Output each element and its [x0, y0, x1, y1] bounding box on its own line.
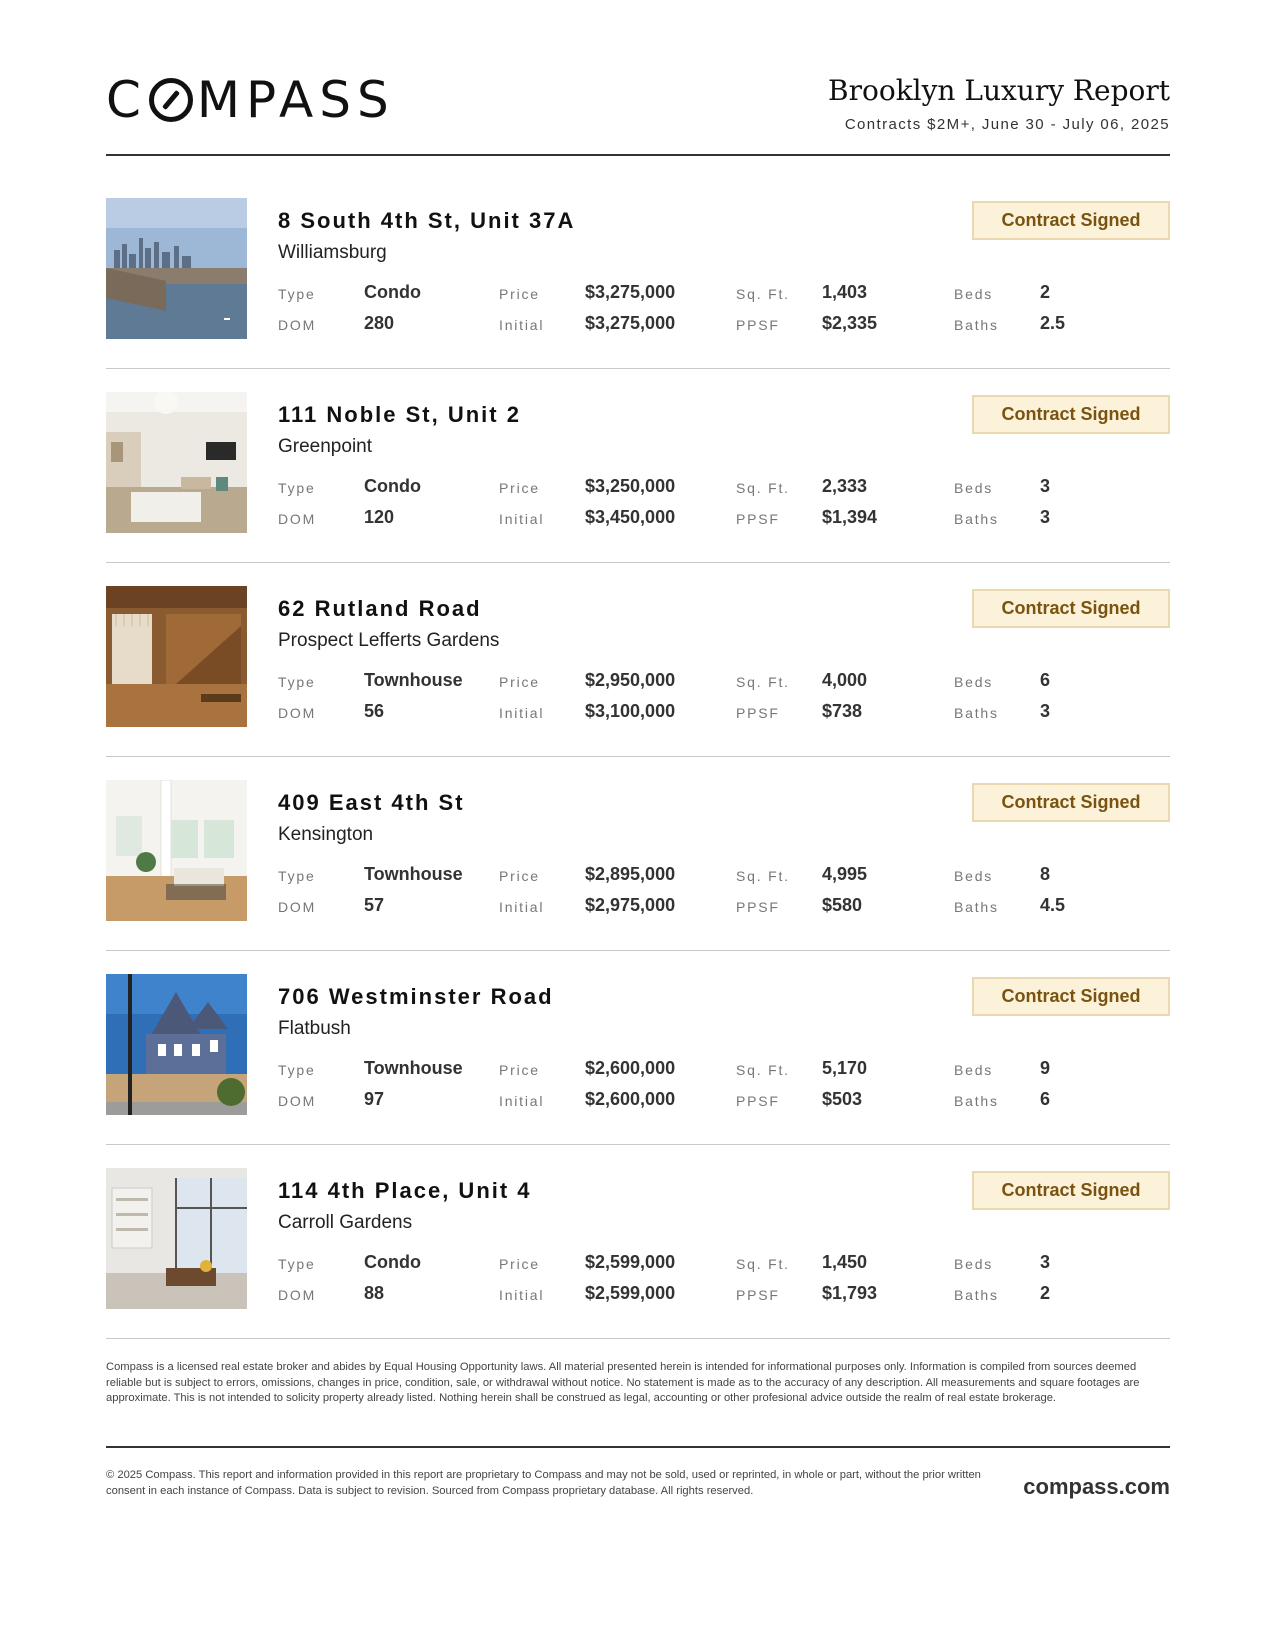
baths-value: 2.5 [1040, 313, 1066, 333]
initial-price-value: $2,599,000 [585, 1283, 676, 1303]
beds-label: Beds [954, 868, 994, 884]
beds-label: Beds [954, 480, 994, 496]
ppsf-label: PPSF [736, 899, 780, 915]
sqft-value: 4,995 [822, 864, 868, 884]
baths-value: 2 [1040, 1283, 1051, 1303]
listing-divider [106, 950, 1170, 951]
price-label: Price [499, 480, 540, 496]
baths-label: Baths [954, 1093, 999, 1109]
type-value: Townhouse [364, 1058, 463, 1078]
price-value: $3,250,000 [585, 476, 676, 496]
dom-label: DOM [278, 899, 317, 915]
listing-card[interactable] [106, 196, 1170, 390]
dom-label: DOM [278, 317, 317, 333]
footer-divider [106, 1446, 1170, 1448]
baths-value: 6 [1040, 1089, 1051, 1109]
price-value: $2,950,000 [585, 670, 676, 690]
dom-label: DOM [278, 511, 317, 527]
listing-neighborhood: Carroll Gardens [278, 1212, 413, 1233]
ppsf-value: $580 [822, 895, 863, 915]
baths-value: 3 [1040, 701, 1051, 721]
baths-label: Baths [954, 511, 999, 527]
ppsf-value: $503 [822, 1089, 863, 1109]
baths-label: Baths [954, 899, 999, 915]
dom-label: DOM [278, 1093, 317, 1109]
sqft-value: 1,450 [822, 1252, 868, 1272]
initial-price-value: $3,100,000 [585, 701, 676, 721]
loft-interior-photo[interactable] [106, 1168, 247, 1309]
dom-value: 97 [364, 1089, 385, 1109]
dom-value: 57 [364, 895, 385, 915]
compass-o-icon [149, 78, 193, 122]
logo-wordmark: C MPASS [106, 71, 395, 129]
listings [106, 196, 1170, 1360]
status-badge: Contract Signed [972, 589, 1170, 628]
price-value: $2,599,000 [585, 1252, 676, 1272]
listing-card[interactable] [106, 1166, 1170, 1360]
status-badge: Contract Signed [972, 783, 1170, 822]
type-value: Townhouse [364, 864, 463, 884]
listing-card[interactable] [106, 972, 1170, 1166]
sqft-label: Sq. Ft. [736, 286, 790, 302]
sqft-value: 1,403 [822, 282, 868, 302]
sqft-label: Sq. Ft. [736, 1062, 790, 1078]
initial-price-label: Initial [499, 317, 545, 333]
dom-label: DOM [278, 705, 317, 721]
listing-address[interactable]: 111 Noble St, Unit 2 [278, 402, 521, 427]
sqft-label: Sq. Ft. [736, 674, 790, 690]
price-label: Price [499, 868, 540, 884]
baths-label: Baths [954, 317, 999, 333]
listing-address[interactable]: 62 Rutland Road [278, 596, 482, 621]
dom-value: 280 [364, 313, 395, 333]
type-label: Type [278, 868, 316, 884]
beds-value: 2 [1040, 282, 1051, 302]
price-label: Price [499, 674, 540, 690]
sqft-value: 4,000 [822, 670, 868, 690]
price-value: $2,600,000 [585, 1058, 676, 1078]
type-label: Type [278, 1062, 316, 1078]
listing-divider [106, 1338, 1170, 1339]
dom-label: DOM [278, 1287, 317, 1303]
initial-price-value: $2,600,000 [585, 1089, 676, 1109]
skyline-river-photo[interactable] [106, 198, 247, 339]
dom-value: 120 [364, 507, 395, 527]
initial-price-label: Initial [499, 899, 545, 915]
compass-logo [106, 71, 395, 129]
listing-card[interactable] [106, 778, 1170, 972]
listing-card[interactable] [106, 390, 1170, 584]
type-label: Type [278, 286, 316, 302]
ppsf-value: $2,335 [822, 313, 878, 333]
victorian-house-photo[interactable] [106, 974, 247, 1115]
wood-staircase-photo[interactable] [106, 586, 247, 727]
listing-address[interactable]: 409 East 4th St [278, 790, 465, 815]
baths-label: Baths [954, 1287, 999, 1303]
price-label: Price [499, 286, 540, 302]
bright-living-room-photo[interactable] [106, 780, 247, 921]
status-badge: Contract Signed [972, 395, 1170, 434]
price-value: $2,895,000 [585, 864, 676, 884]
beds-label: Beds [954, 1062, 994, 1078]
initial-price-value: $3,275,000 [585, 313, 676, 333]
listing-address[interactable]: 114 4th Place, Unit 4 [278, 1178, 532, 1203]
listing-divider [106, 1144, 1170, 1145]
listing-neighborhood: Prospect Lefferts Gardens [278, 630, 500, 651]
type-label: Type [278, 1256, 316, 1272]
listing-divider [106, 562, 1170, 563]
baths-value: 3 [1040, 507, 1051, 527]
living-room-photo[interactable] [106, 392, 247, 533]
sqft-value: 5,170 [822, 1058, 868, 1078]
type-label: Type [278, 480, 316, 496]
beds-label: Beds [954, 1256, 994, 1272]
disclaimer: Compass is a licensed real estate broker and abides by Equal Housing Opportunity laws. All material presented herein is intended for informational purposes only. Information is compiled from sources deemed reliable but is subject to errors, omissions, changes in price, condition, sale, or withdrawal without notice. No statement is made as to the accuracy of any description. All measurements and square footages are approximate. This is not intended to solicity property already listed. Nothing herein shall be construed as legal, accounting or other profesional advice outside the realm of real estate brokerage. [106, 1361, 1140, 1404]
listing-neighborhood: Greenpoint [278, 436, 373, 457]
price-value: $3,275,000 [585, 282, 676, 302]
website-link[interactable]: compass.com [1023, 1474, 1170, 1499]
ppsf-value: $1,793 [822, 1283, 878, 1303]
type-value: Townhouse [364, 670, 463, 690]
type-value: Condo [364, 1252, 421, 1272]
baths-label: Baths [954, 705, 999, 721]
ppsf-value: $1,394 [822, 507, 878, 527]
type-label: Type [278, 674, 316, 690]
type-value: Condo [364, 282, 421, 302]
initial-price-label: Initial [499, 511, 545, 527]
sqft-value: 2,333 [822, 476, 868, 496]
header-divider [106, 154, 1170, 156]
copyright-notice: © 2025 Compass. This report and information provided in this report are proprietary to Compass and may not be sold, used or reprinted, in whole or part, without the prior written consent in each instance of Compass. Data is subject to revision. Sourced from Compass proprietary database. All rights reserved. [106, 1469, 981, 1497]
beds-value: 8 [1040, 864, 1051, 884]
beds-value: 3 [1040, 1252, 1051, 1272]
dom-value: 56 [364, 701, 385, 721]
listing-address[interactable]: 706 Westminster Road [278, 984, 554, 1009]
ppsf-label: PPSF [736, 1287, 780, 1303]
ppsf-label: PPSF [736, 317, 780, 333]
baths-value: 4.5 [1040, 895, 1066, 915]
listing-divider [106, 368, 1170, 369]
type-value: Condo [364, 476, 421, 496]
initial-price-label: Initial [499, 1093, 545, 1109]
listing-neighborhood: Flatbush [278, 1018, 351, 1039]
status-badge: Contract Signed [972, 977, 1170, 1016]
report-subtitle: Contracts $2M+, June 30 - July 06, 2025 [844, 116, 1170, 133]
listing-neighborhood: Kensington [278, 824, 374, 845]
initial-price-value: $2,975,000 [585, 895, 676, 915]
initial-price-value: $3,450,000 [585, 507, 676, 527]
sqft-label: Sq. Ft. [736, 1256, 790, 1272]
sqft-label: Sq. Ft. [736, 480, 790, 496]
listing-card[interactable] [106, 584, 1170, 778]
ppsf-label: PPSF [736, 1093, 780, 1109]
dom-value: 88 [364, 1283, 385, 1303]
ppsf-label: PPSF [736, 511, 780, 527]
ppsf-label: PPSF [736, 705, 780, 721]
initial-price-label: Initial [499, 705, 545, 721]
report-page [106, 0, 1170, 1650]
initial-price-label: Initial [499, 1287, 545, 1303]
status-badge: Contract Signed [972, 201, 1170, 240]
beds-label: Beds [954, 286, 994, 302]
sqft-label: Sq. Ft. [736, 868, 790, 884]
price-label: Price [499, 1256, 540, 1272]
beds-value: 6 [1040, 670, 1051, 690]
listing-neighborhood: Williamsburg [278, 242, 387, 263]
status-badge: Contract Signed [972, 1171, 1170, 1210]
ppsf-value: $738 [822, 701, 863, 721]
listing-divider [106, 756, 1170, 757]
price-label: Price [499, 1062, 540, 1078]
listing-address[interactable]: 8 South 4th St, Unit 37A [278, 208, 576, 233]
beds-label: Beds [954, 674, 994, 690]
report-title: Brooklyn Luxury Report [828, 74, 1170, 107]
beds-value: 3 [1040, 476, 1051, 496]
beds-value: 9 [1040, 1058, 1051, 1078]
